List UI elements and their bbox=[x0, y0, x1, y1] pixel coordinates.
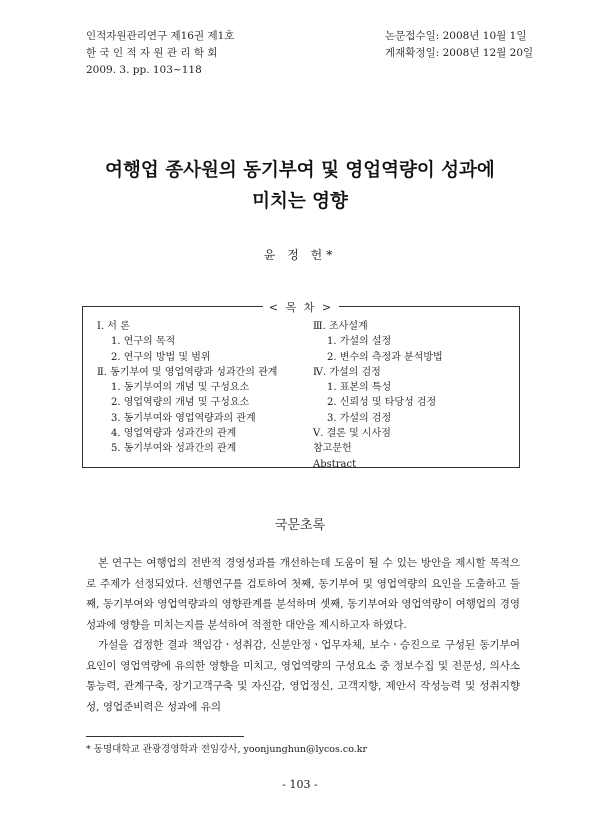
toc-section: Ⅱ. 동기부여 및 영업역량과 성과간의 관계 bbox=[97, 366, 278, 378]
toc-section: 참고문헌 bbox=[313, 443, 352, 455]
toc-subsection: 2. 영업역량의 개념 및 구성요소 bbox=[111, 397, 250, 409]
toc-heading: < 목 차 > bbox=[263, 299, 339, 315]
toc-section: Ⅰ. 서 론 bbox=[97, 321, 130, 332]
author-name: 윤 정 헌* bbox=[263, 248, 337, 262]
toc-subsection: 3. 가설의 검정 bbox=[327, 412, 392, 424]
toc-section: Abstract bbox=[313, 458, 357, 470]
society-name: 한 국 인 적 자 원 관 리 학 회 bbox=[86, 47, 218, 59]
table-of-contents bbox=[82, 301, 520, 470]
abstract-body bbox=[86, 553, 520, 717]
paper-title-line1: 여행업 종사원의 동기부여 및 영업역량이 성과에 bbox=[105, 160, 495, 181]
journal-name: 인적자원관리연구 제16권 제1호 bbox=[86, 30, 235, 42]
toc-subsection: 1. 표본의 특성 bbox=[327, 382, 392, 394]
journal-info bbox=[86, 28, 234, 79]
abstract-paragraph: 본 연구는 여행업의 전반적 경영성과를 개선하는데 도움이 될 수 있는 방안을 제시할 목적으로 주제가 선정되었다. 선행연구를 검토하여 첫째, 동기부여 및 영업역량의 요인을 도출하고 둘째, 동기부여와 영업역량과의 영향관계를 분석하며 셋째, 동기부여와 영업역량이 여행업의 경영성과에 영향을 미치는지를 분석하여 적절한 대안을 제시하고자 하였다. bbox=[86, 557, 520, 631]
accepted-date: 게재확정일: 2008년 12월 20일 bbox=[385, 47, 534, 59]
toc-subsection: 1. 가설의 설정 bbox=[327, 336, 392, 348]
toc-subsection: 4. 영업역량과 성과간의 관계 bbox=[111, 428, 237, 440]
received-date: 논문접수일: 2008년 10월 1일 bbox=[385, 30, 527, 42]
toc-subsection: 1. 동기부여의 개념 및 구성요소 bbox=[111, 382, 250, 394]
toc-right-column bbox=[313, 319, 443, 472]
issue-pages: 2009. 3. pp. 103~118 bbox=[86, 64, 202, 76]
author-footnote: * 동명대학교 관광경영학과 전임강사, yoonjunghun@lycos.co.kr bbox=[86, 744, 368, 755]
toc-subsection: 1. 연구의 목적 bbox=[111, 336, 176, 348]
abstract-heading: 국문초록 bbox=[274, 518, 326, 533]
toc-section: Ⅴ. 결론 및 시사점 bbox=[313, 428, 391, 440]
toc-section: Ⅳ. 가설의 검정 bbox=[313, 366, 381, 378]
submission-dates bbox=[385, 28, 533, 62]
toc-subsection: 2. 신뢰성 및 타당성 검정 bbox=[327, 397, 437, 409]
page-number: - 103 - bbox=[282, 778, 318, 791]
toc-subsection: 3. 동기부여와 영업역량과의 관계 bbox=[111, 412, 256, 424]
toc-left-column bbox=[97, 319, 277, 457]
toc-section: Ⅲ. 조사설계 bbox=[313, 321, 368, 332]
toc-subsection: 2. 변수의 측정과 분석방법 bbox=[327, 351, 443, 363]
toc-subsection: 5. 동기부여와 성과간의 관계 bbox=[111, 443, 237, 455]
toc-subsection: 2. 연구의 방법 및 범위 bbox=[111, 351, 211, 363]
footnote-divider bbox=[86, 736, 244, 737]
paper-title-line2: 미치는 영향 bbox=[252, 191, 348, 212]
abstract-paragraph: 가설을 검정한 결과 책임감ㆍ성취감, 신분안정ㆍ업무자체, 보수ㆍ승진으로 구성된 동기부여요인이 영업역량에 유의한 영향을 미치고, 영업역량의 구성요소 중 정보수집 및 전문성, 의사소통능력, 관계구축, 장기고객구축 및 자신감, 영업정신, 고객지향, 제안서 작성능력 및 성취지향성, 영업준비력은 성과에 유의 bbox=[86, 639, 520, 713]
